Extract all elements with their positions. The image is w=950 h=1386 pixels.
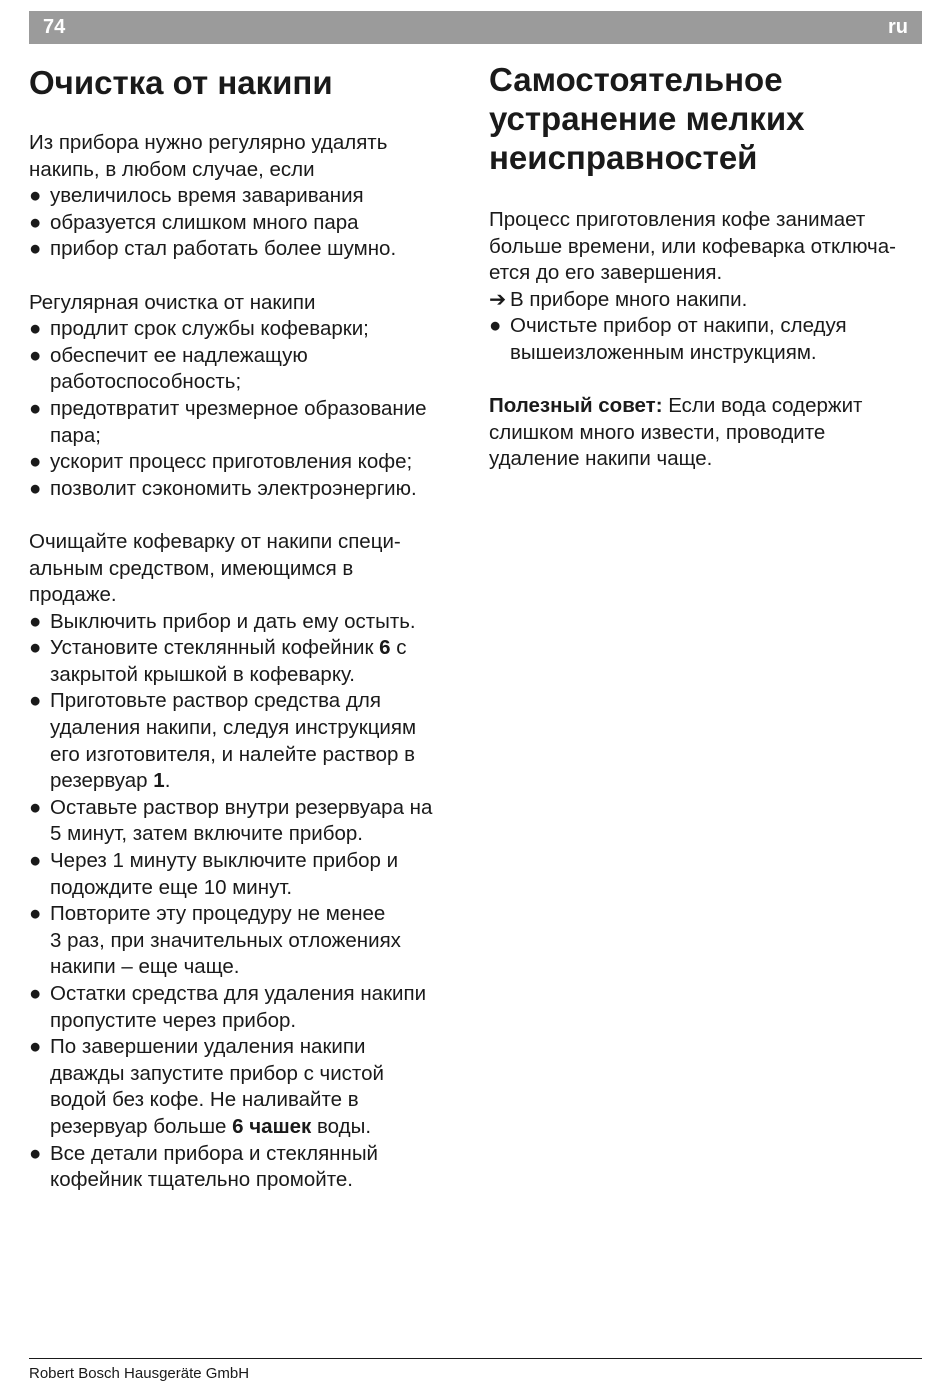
bullet-icon: ● <box>29 237 42 261</box>
problem-paragraph <box>489 207 929 287</box>
problem-line: Процесс приготовления кофе занимает <box>489 208 866 231</box>
bullet-icon: ● <box>29 689 42 713</box>
bullet-icon: ● <box>29 317 42 341</box>
step-text: 3 раз, при значительных отложениях <box>50 928 401 952</box>
list-item-text: позволит сэкономить электроэнергию. <box>50 476 417 500</box>
step-text: Установите стеклянный кофейник <box>50 636 380 660</box>
intro-line: накипь, в любом случае, если <box>29 157 315 181</box>
bullet-icon: ● <box>29 450 42 474</box>
cause-text: В приборе много накипи. <box>510 287 748 311</box>
bullet-icon: ● <box>29 636 42 660</box>
bullet-icon: ● <box>29 210 42 234</box>
title-line: устранение мелких <box>489 100 805 137</box>
step-text: с <box>390 636 407 660</box>
list-item-text: образуется слишком много пара <box>50 210 359 234</box>
step-text: Приготовьте раствор средства для <box>50 689 381 713</box>
list-item <box>29 635 469 688</box>
page-number: 74 <box>43 16 66 38</box>
step-text: кофейник тщательно промойте. <box>50 1168 354 1192</box>
bullet-icon: ● <box>29 1035 42 1059</box>
step-text: водой без кофе. Не наливайте в <box>50 1088 359 1112</box>
list-item-text: прибор стал работать более шумно. <box>50 237 397 261</box>
list-item <box>29 901 469 981</box>
step-text: пропустите через прибор. <box>50 1008 297 1032</box>
step-text: Выключить прибор и дать ему остыть. <box>50 609 416 633</box>
remedy-text: вышеизложенным инструкциям. <box>510 340 817 364</box>
list-item <box>29 795 469 848</box>
language-code: ru <box>888 16 908 38</box>
tip-text: Если вода содержит <box>662 394 863 418</box>
list-item <box>29 848 469 901</box>
page-header-bar <box>29 11 922 44</box>
troubleshooting-title <box>489 60 929 177</box>
useful-tip <box>489 393 929 473</box>
arrow-right-icon: ➔ <box>489 287 507 311</box>
list-item <box>29 1141 469 1194</box>
steps-intro <box>29 529 469 609</box>
step-text: резервуар больше <box>50 1114 233 1138</box>
problem-line: больше времени, или кофеварка отключа- <box>489 234 896 258</box>
step-text: По завершении удаления накипи <box>50 1035 366 1059</box>
list-item-text: предотвратит чрезмерное образование <box>50 396 427 420</box>
remedy-text: Очистьте прибор от накипи, следуя <box>510 314 847 338</box>
list-item-text: пара; <box>50 423 101 447</box>
step-text: резервуар <box>50 769 154 793</box>
remedy-list <box>489 313 929 366</box>
intro-paragraph <box>29 130 469 183</box>
list-item <box>29 183 469 210</box>
benefits-list <box>29 316 469 502</box>
tip-label: Полезный совет: <box>489 394 663 418</box>
bullet-icon: ● <box>489 314 502 338</box>
step-text: . <box>164 769 171 793</box>
descaling-steps-list <box>29 609 469 1194</box>
list-item <box>29 1034 469 1140</box>
list-item <box>29 449 469 476</box>
benefits-intro: Регулярная очистка от накипи <box>29 290 316 314</box>
bullet-icon: ● <box>29 396 42 420</box>
descaling-title: Очистка от накипи <box>29 64 333 101</box>
title-line: неисправностей <box>489 139 758 176</box>
list-item-text: продлит срок службы кофеварки; <box>50 317 369 341</box>
bullet-icon: ● <box>29 609 42 633</box>
bullet-icon: ● <box>29 849 42 873</box>
bullet-icon: ● <box>29 343 42 367</box>
step-text: Повторите эту процедуру не менее <box>50 902 386 926</box>
footer-divider <box>29 1358 922 1359</box>
step-text: удаления накипи, следуя инструкциям <box>50 716 417 740</box>
steps-intro-line: продаже. <box>29 583 117 607</box>
when-list <box>29 183 469 263</box>
steps-intro-line: альным средством, имеющимся в <box>29 556 354 580</box>
cause-line <box>489 287 929 314</box>
list-item <box>29 316 469 343</box>
bullet-icon: ● <box>29 982 42 1005</box>
step-text: накипи – еще чаще. <box>50 955 240 979</box>
list-item <box>29 236 469 263</box>
step-text: Остатки средства для удаления накипи <box>50 982 427 1005</box>
left-column <box>29 60 469 1194</box>
tip-text: слишком много извести, проводите <box>489 420 826 444</box>
list-item <box>29 609 469 636</box>
bullet-icon: ● <box>29 902 42 926</box>
bullet-icon: ● <box>29 795 42 819</box>
list-item-text: работоспособность; <box>50 370 242 394</box>
footer-company: Robert Bosch Hausgeräte GmbH <box>29 1365 250 1382</box>
problem-line: ется до его завершения. <box>489 261 723 285</box>
steps-intro-line: Очищайте кофеварку от накипи специ- <box>29 529 401 553</box>
step-text: Оставьте раствор внутри резервуара на <box>50 795 433 819</box>
list-item <box>29 688 469 794</box>
step-text: 5 минут, затем включите прибор. <box>50 822 363 846</box>
step-text: воды. <box>311 1114 372 1138</box>
tip-text: удаление накипи чаще. <box>489 447 713 471</box>
bullet-icon: ● <box>29 476 42 500</box>
step-text: дважды запустите прибор с чистой <box>50 1061 384 1085</box>
step-text: Через 1 минуту выключите прибор и <box>50 849 399 873</box>
step-text: закрытой крышкой в кофеварку. <box>50 662 355 686</box>
list-item <box>29 396 469 449</box>
list-item <box>29 210 469 237</box>
list-item-text: ускорит процесс приготовления кофе; <box>50 450 413 474</box>
title-line: Самостоятельное <box>489 61 783 98</box>
part-number: 6 <box>379 636 391 660</box>
bullet-icon: ● <box>29 184 42 208</box>
intro-line: Из прибора нужно регулярно удалять <box>29 131 388 154</box>
step-text: подождите еще 10 минут. <box>50 875 293 899</box>
step-text: его изготовителя, и налейте раствор в <box>50 742 416 766</box>
part-number: 1 <box>153 769 165 793</box>
list-item <box>489 313 929 366</box>
list-item-text: обеспечит ее надлежащую <box>50 343 308 367</box>
right-column <box>489 60 929 473</box>
list-item <box>29 476 469 503</box>
list-item <box>29 343 469 396</box>
step-text: Все детали прибора и стеклянный <box>50 1141 379 1165</box>
bullet-icon: ● <box>29 1141 42 1165</box>
list-item <box>29 981 469 1034</box>
emphasis-text: 6 чашек <box>232 1114 312 1138</box>
list-item-text: увеличилось время заваривания <box>50 184 364 208</box>
